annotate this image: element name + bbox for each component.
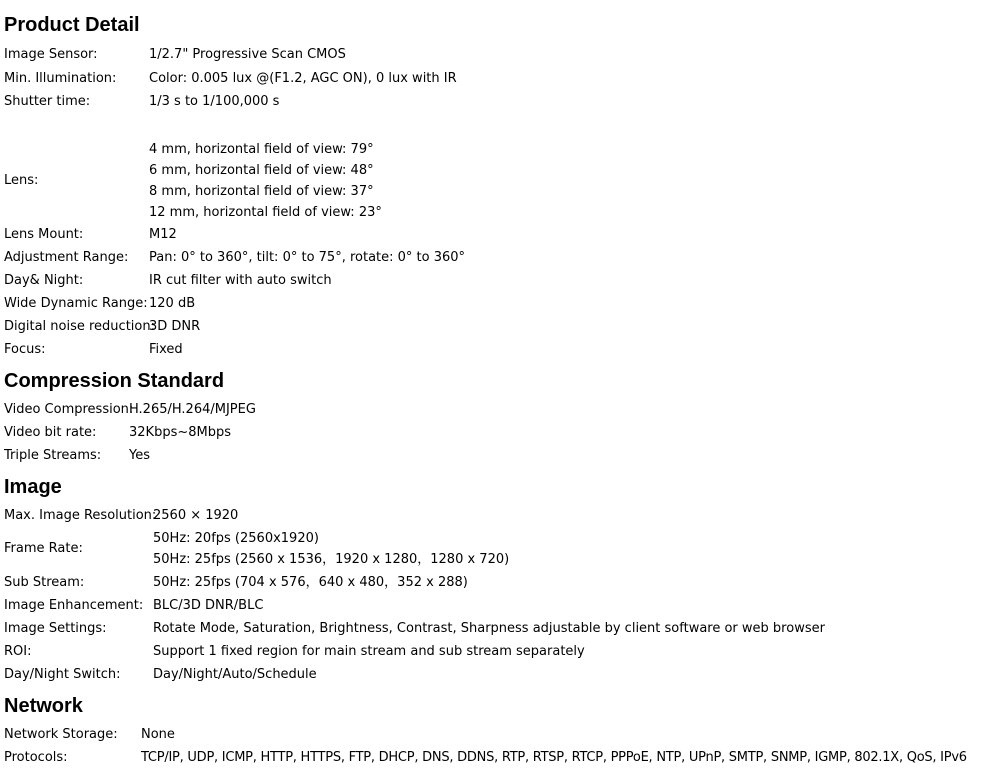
spec-label: Max. Image Resolution:: [4, 508, 157, 523]
spec-row-lens: [4, 139, 996, 223]
spec-label: Image Sensor:: [4, 47, 98, 62]
spec-label: Shutter time:: [4, 94, 91, 109]
lens-option: 4 mm, horizontal field of view: 79°: [149, 142, 374, 157]
spec-label: Lens:: [4, 173, 39, 188]
spec-row-video-bit-rate: [4, 423, 996, 443]
spec-value: 120 dB: [149, 296, 196, 311]
section-title-network: Network: [4, 695, 83, 717]
spec-value: Color: 0.005 lux @(F1.2, AGC ON), 0 lux with IR: [149, 71, 457, 86]
spec-row-video-compression: [4, 400, 996, 420]
lens-option: 12 mm, horizontal field of view: 23°: [149, 205, 382, 220]
spec-row-image-enhancement: [4, 596, 996, 616]
spec-row-network-storage: [4, 725, 996, 745]
spec-value: Fixed: [149, 342, 183, 357]
spec-value-lines: [153, 528, 509, 570]
spec-label: Protocols:: [4, 750, 68, 765]
spec-label: Wide Dynamic Range:: [4, 296, 148, 311]
spec-value: None: [141, 727, 175, 742]
spec-row-protocols: [4, 748, 996, 768]
section-title-compression-standard: Compression Standard: [4, 370, 225, 392]
spec-label: ROI:: [4, 644, 32, 659]
spec-row-triple-streams: [4, 446, 996, 466]
spec-value: M12: [149, 227, 177, 242]
spec-value: H.265/H.264/MJPEG: [129, 402, 256, 417]
spec-row-min-illumination: [4, 69, 996, 89]
spec-row-frame-rate: [4, 528, 996, 570]
spec-label: Network Storage:: [4, 727, 118, 742]
spec-value: Support 1 fixed region for main stream and sub stream separately: [153, 644, 585, 659]
spec-row-day-night-switch: [4, 665, 996, 685]
spec-label: Lens Mount:: [4, 227, 84, 242]
spec-value: 2560 × 1920: [153, 508, 239, 523]
spec-value-lines: [149, 139, 382, 223]
spec-label: Digital noise reduction:: [4, 319, 155, 334]
spec-label: Day/Night Switch:: [4, 667, 121, 682]
spec-value: 1/2.7" Progressive Scan CMOS: [149, 47, 346, 62]
spec-row-wide-dynamic-range: [4, 294, 996, 314]
spec-label: Adjustment Range:: [4, 250, 129, 265]
spec-value: BLC/3D DNR/BLC: [153, 598, 264, 613]
lens-option: 6 mm, horizontal field of view: 48°: [149, 163, 374, 178]
spec-label: Image Settings:: [4, 621, 107, 636]
frame-rate-line: 50Hz: 20fps (2560x1920): [153, 531, 319, 546]
spec-value: Yes: [129, 448, 150, 463]
lens-option: 8 mm, horizontal field of view: 37°: [149, 184, 374, 199]
spec-value: 32Kbps~8Mbps: [129, 425, 232, 440]
spec-label: Video Compression:: [4, 402, 134, 417]
spec-label: Video bit rate:: [4, 425, 97, 440]
spec-value: 50Hz: 25fps (704 x 576，640 x 480，352 x 288): [153, 575, 468, 590]
spec-row-image-sensor: [4, 45, 996, 65]
spec-row-day-night: [4, 271, 996, 291]
spec-row-roi: [4, 642, 996, 662]
spec-value: TCP/IP, UDP, ICMP, HTTP, HTTPS, FTP, DHCP, DNS, DDNS, RTP, RTSP, RTCP, PPPoE, NTP, UPnP, SMTP, SNMP, IGMP, 802.1X, QoS, IPv6: [141, 750, 967, 765]
spec-row-adjustment-range: [4, 248, 996, 268]
spec-row-focus: [4, 340, 996, 360]
spec-label: Min. Illumination:: [4, 71, 117, 86]
spec-row-max-image-resolution: [4, 506, 996, 526]
spec-value: Pan: 0° to 360°, tilt: 0° to 75°, rotate: 0° to 360°: [149, 250, 466, 265]
spec-row-image-settings: [4, 619, 996, 639]
spec-row-sub-stream: [4, 573, 996, 593]
spec-value: IR cut filter with auto switch: [149, 273, 332, 288]
spec-label: Day& Night:: [4, 273, 84, 288]
spec-value: 1/3 s to 1/100,000 s: [149, 94, 280, 109]
spec-value: Day/Night/Auto/Schedule: [153, 667, 317, 682]
spec-label: Focus:: [4, 342, 46, 357]
spec-value: 3D DNR: [149, 319, 201, 334]
spec-row-lens-mount: [4, 225, 996, 245]
section-title-image: Image: [4, 476, 62, 498]
spec-label: Image Enhancement:: [4, 598, 144, 613]
frame-rate-line: 50Hz: 25fps (2560 x 1536，1920 x 1280，1280 x 720): [153, 552, 510, 567]
spec-label: Frame Rate:: [4, 541, 83, 556]
section-title-product-detail: Product Detail: [4, 14, 140, 36]
spec-value: Rotate Mode, Saturation, Brightness, Contrast, Sharpness adjustable by client software or web browser: [153, 621, 825, 636]
spec-label: Sub Stream:: [4, 575, 85, 590]
spec-label: Triple Streams:: [4, 448, 102, 463]
spec-row-shutter-time: [4, 92, 996, 112]
spec-row-digital-noise-reduction: [4, 317, 996, 337]
